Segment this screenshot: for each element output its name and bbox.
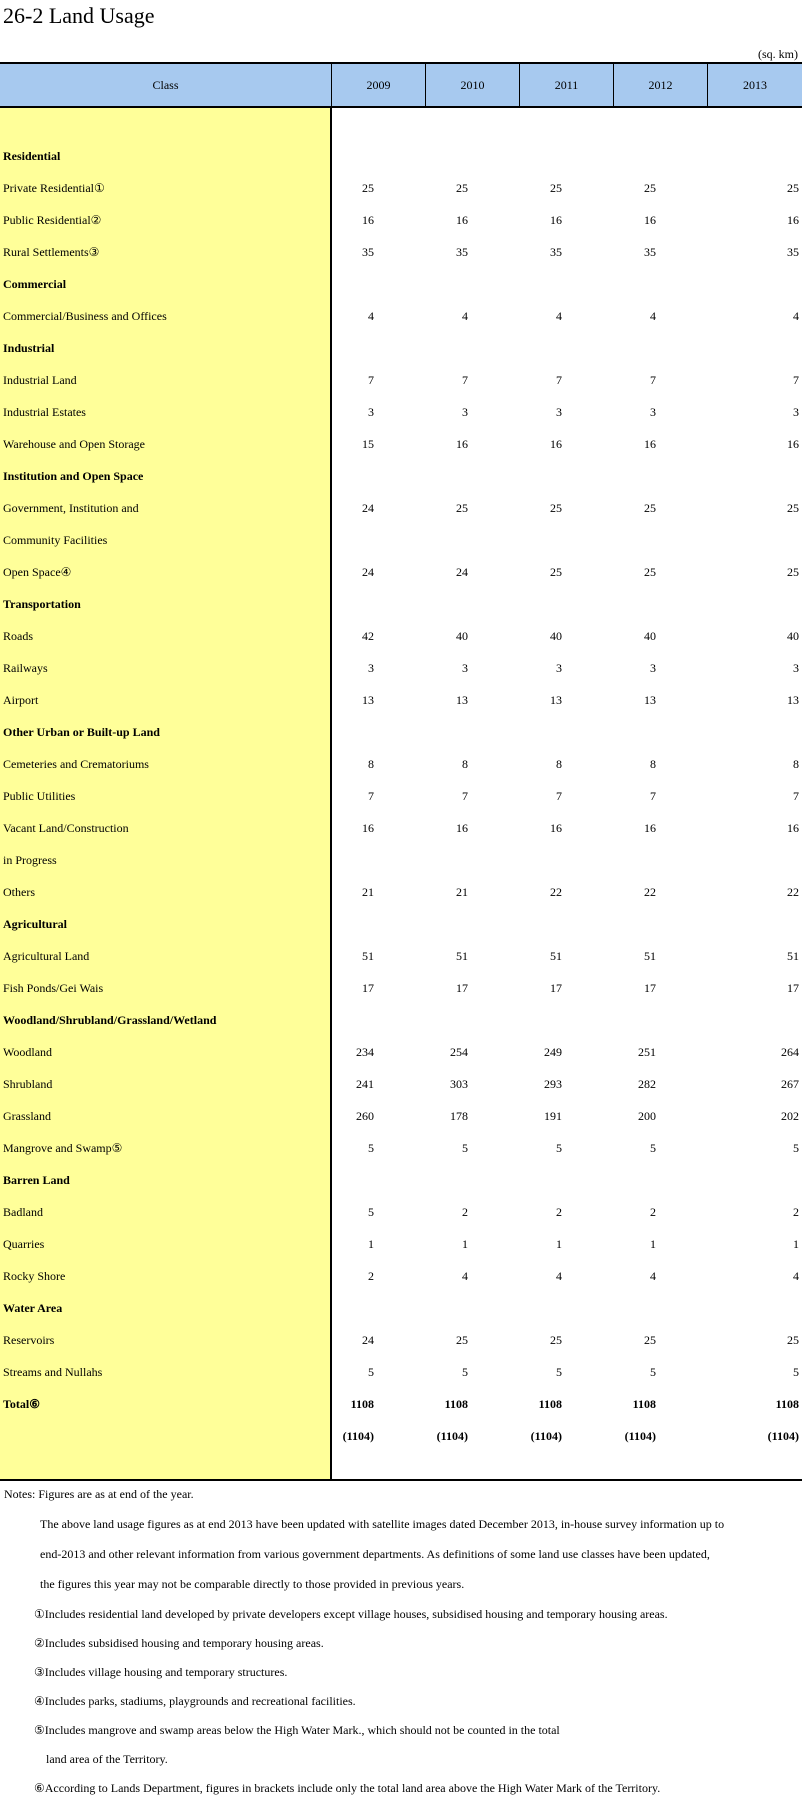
value-cell-2012: 7 [650, 373, 656, 387]
row-label: in Progress [3, 853, 57, 867]
table-row [0, 364, 802, 396]
table-row [0, 236, 802, 268]
note-line: ①Includes residential land developed by private developers except village houses, subsidised housing and temporary housing areas. [34, 1607, 668, 1621]
value-cell-2012: 35 [644, 245, 656, 259]
header-class: Class [0, 64, 332, 106]
table-row [0, 972, 802, 1004]
value-cell-2009: 1 [368, 1237, 374, 1251]
header-year-2009: 2009 [332, 64, 426, 106]
row-label: Warehouse and Open Storage [3, 437, 145, 451]
value-cell-2009: 3 [368, 661, 374, 675]
value-cell-2011: 5 [556, 1365, 562, 1379]
value-cell-2013: 5 [793, 1141, 799, 1155]
value-cell-2010: 21 [456, 885, 468, 899]
value-cell-2012: 25 [644, 501, 656, 515]
value-cell-2013: 1108 [775, 1397, 799, 1411]
header-year-2011: 2011 [520, 64, 614, 106]
section-label: Institution and Open Space [3, 469, 144, 483]
value-cell-2009: 7 [368, 373, 374, 387]
value-cell-2012: 22 [644, 885, 656, 899]
value-cell-2010: 7 [462, 789, 468, 803]
value-cell-2009: 15 [362, 437, 374, 451]
value-cell-2010: 25 [456, 181, 468, 195]
section-row [0, 268, 802, 300]
value-cell-2010: 51 [456, 949, 468, 963]
note-line: The above land usage figures as at end 2013 have been updated with satellite images dated December 2013, in-house survey information up to [40, 1517, 725, 1531]
row-label: Quarries [3, 1237, 45, 1251]
value-cell-2009: 260 [356, 1109, 374, 1123]
value-cell-2009: 3 [368, 405, 374, 419]
value-cell-2013: 4 [793, 1269, 799, 1283]
section-label: Other Urban or Built-up Land [3, 725, 160, 739]
row-label: Total⑥ [3, 1397, 40, 1411]
value-cell-2011: 25 [550, 1333, 562, 1347]
value-cell-2011: 25 [550, 501, 562, 515]
value-cell-2010: 1108 [444, 1397, 468, 1411]
section-row [0, 332, 802, 364]
row-label: Community Facilities [3, 533, 108, 547]
section-label: Barren Land [3, 1173, 70, 1187]
value-cell-2012: 25 [644, 181, 656, 195]
row-label: Industrial Land [3, 373, 77, 387]
row-label: Private Residential① [3, 181, 105, 195]
note-line: ⑥According to Lands Department, figures in brackets include only the total land area above the High Water Mark of the Territory. [34, 1781, 661, 1795]
note-line: ⑤Includes mangrove and swamp areas below the High Water Mark., which should not be counted in the total [34, 1723, 560, 1737]
value-cell-2012: 17 [644, 981, 656, 995]
value-cell-2009: 13 [362, 693, 374, 707]
row-label: Rural Settlements③ [3, 245, 100, 259]
value-cell-2012: 2 [650, 1205, 656, 1219]
row-label: Open Space④ [3, 565, 72, 579]
note-line: the figures this year may not be comparable directly to those provided in previous years. [40, 1577, 465, 1591]
value-cell-2011: 25 [550, 565, 562, 579]
row-label: Commercial/Business and Offices [3, 309, 167, 323]
value-cell-2011: 1108 [538, 1397, 562, 1411]
value-cell-2011: 1 [556, 1237, 562, 1251]
value-cell-2013: 35 [787, 245, 799, 259]
section-label: Commercial [3, 277, 67, 291]
section-label: Transportation [3, 597, 81, 611]
note-line: ④Includes parks, stadiums, playgrounds and recreational facilities. [34, 1694, 356, 1708]
table-row [0, 1388, 802, 1420]
value-cell-2013: 202 [781, 1109, 799, 1123]
table-row [0, 1132, 802, 1164]
row-label: Fish Ponds/Gei Wais [3, 981, 104, 995]
value-cell-2009: 21 [362, 885, 374, 899]
value-cell-2011: 2 [556, 1205, 562, 1219]
value-cell-2010: 254 [450, 1045, 468, 1059]
table-row [0, 524, 802, 556]
value-cell-2010: 16 [456, 821, 468, 835]
value-cell-2009: 24 [362, 565, 374, 579]
value-cell-2013: 1 [793, 1237, 799, 1251]
value-cell-2011: 5 [556, 1141, 562, 1155]
value-cell-2009: 8 [368, 757, 374, 771]
value-cell-2010: 5 [462, 1141, 468, 1155]
value-cell-2013: 267 [781, 1077, 799, 1091]
section-label: Agricultural [3, 917, 67, 931]
value-cell-2013: 51 [787, 949, 799, 963]
header-year-2013: 2013 [743, 78, 767, 92]
row-label: Government, Institution and [3, 501, 139, 515]
table-header [0, 64, 802, 108]
land-usage-table [0, 62, 802, 1481]
value-cell-2011: 16 [550, 437, 562, 451]
value-cell-2009: 16 [362, 213, 374, 227]
value-cell-2013: 25 [787, 181, 799, 195]
value-cell-2011: 249 [544, 1045, 562, 1059]
value-cell-2013: 4 [793, 309, 799, 323]
section-row [0, 460, 802, 492]
row-label: Shrubland [3, 1077, 53, 1091]
section-row [0, 1164, 802, 1196]
value-cell-2013: 3 [793, 661, 799, 675]
value-cell-2010: 24 [456, 565, 468, 579]
value-cell-2010: 5 [462, 1365, 468, 1379]
value-cell-2012: 4 [650, 1269, 656, 1283]
row-label: Grassland [3, 1109, 51, 1123]
value-cell-2012: 7 [650, 789, 656, 803]
value-cell-2009: 4 [368, 309, 374, 323]
value-cell-2010: 2 [462, 1205, 468, 1219]
value-cell-2013: 8 [793, 757, 799, 771]
table-row [0, 172, 802, 204]
row-label: Airport [3, 693, 39, 707]
value-cell-2011: 16 [550, 821, 562, 835]
value-cell-2010: 25 [456, 501, 468, 515]
value-cell-2010: 35 [456, 245, 468, 259]
row-label: Public Residential② [3, 213, 102, 227]
row-label: Roads [3, 629, 33, 643]
value-cell-2013: 25 [787, 501, 799, 515]
value-cell-2012: 3 [650, 405, 656, 419]
value-cell-2013: 2 [793, 1205, 799, 1219]
table-row [0, 876, 802, 908]
value-cell-2010: 8 [462, 757, 468, 771]
value-cell-2009: (1104) [342, 1429, 374, 1443]
table-row [0, 780, 802, 812]
section-row [0, 908, 802, 940]
value-cell-2011: 7 [556, 373, 562, 387]
value-cell-2013: 7 [793, 373, 799, 387]
value-cell-2012: 1 [650, 1237, 656, 1251]
value-cell-2009: 16 [362, 821, 374, 835]
row-label: Vacant Land/Construction [3, 821, 129, 835]
value-cell-2010: 40 [456, 629, 468, 643]
section-label: Industrial [3, 341, 55, 355]
value-cell-2010: 4 [462, 1269, 468, 1283]
table-row [0, 1068, 802, 1100]
value-cell-2009: 25 [362, 181, 374, 195]
value-cell-2009: 51 [362, 949, 374, 963]
value-cell-2010: 16 [456, 213, 468, 227]
table-row [0, 812, 802, 844]
section-row [0, 140, 802, 172]
value-cell-2013: (1104) [767, 1429, 799, 1443]
value-cell-2012: 3 [650, 661, 656, 675]
value-cell-2012: 5 [650, 1365, 656, 1379]
value-cell-2010: 4 [462, 309, 468, 323]
header-year-2010: 2010 [426, 64, 520, 106]
value-cell-2010: 25 [456, 1333, 468, 1347]
table-row [0, 300, 802, 332]
section-label: Woodland/Shrubland/Grassland/Wetland [3, 1013, 217, 1027]
value-cell-2009: 241 [356, 1077, 374, 1091]
header-year-2012: 2012 [614, 64, 708, 106]
value-cell-2011: 40 [550, 629, 562, 643]
value-cell-2012: 25 [644, 1333, 656, 1347]
value-cell-2012: 200 [638, 1109, 656, 1123]
value-cell-2010: 13 [456, 693, 468, 707]
section-label: Water Area [3, 1301, 63, 1315]
value-cell-2013: 25 [787, 1333, 799, 1347]
value-cell-2010: 3 [462, 661, 468, 675]
value-cell-2011: 22 [550, 885, 562, 899]
section-row [0, 588, 802, 620]
value-cell-2010: 7 [462, 373, 468, 387]
value-cell-2009: 42 [362, 629, 374, 643]
table-row [0, 1260, 802, 1292]
table-row [0, 1228, 802, 1260]
table-row [0, 1100, 802, 1132]
row-label: Public Utilities [3, 789, 76, 803]
value-cell-2011: 191 [544, 1109, 562, 1123]
table-row [0, 396, 802, 428]
value-cell-2011: 4 [556, 309, 562, 323]
value-cell-2009: 2 [368, 1269, 374, 1283]
value-cell-2010: 3 [462, 405, 468, 419]
value-cell-2013: 17 [787, 981, 799, 995]
value-cell-2009: 5 [368, 1141, 374, 1155]
table-row [0, 748, 802, 780]
value-cell-2009: 234 [356, 1045, 374, 1059]
row-label: Cemeteries and Crematoriums [3, 757, 149, 771]
table-row [0, 492, 802, 524]
section-row [0, 1292, 802, 1324]
row-label: Woodland [3, 1045, 53, 1059]
value-cell-2011: 25 [550, 181, 562, 195]
row-label: Others [3, 885, 35, 899]
value-cell-2012: 5 [650, 1141, 656, 1155]
value-cell-2011: 3 [556, 405, 562, 419]
unit-label: (sq. km) [758, 47, 798, 61]
table-row [0, 428, 802, 460]
table-row [0, 556, 802, 588]
value-cell-2010: 1 [462, 1237, 468, 1251]
section-row [0, 1004, 802, 1036]
note-line: Notes: Figures are as at end of the year. [4, 1487, 194, 1501]
value-cell-2013: 22 [787, 885, 799, 899]
value-cell-2013: 3 [793, 405, 799, 419]
value-cell-2012: 16 [644, 821, 656, 835]
value-cell-2009: 24 [362, 1333, 374, 1347]
value-cell-2012: 16 [644, 213, 656, 227]
page-title: 26-2 Land Usage [3, 3, 155, 28]
value-cell-2009: 24 [362, 501, 374, 515]
value-cell-2011: (1104) [530, 1429, 562, 1443]
value-cell-2011: 35 [550, 245, 562, 259]
value-cell-2009: 7 [368, 789, 374, 803]
value-cell-2013: 16 [787, 213, 799, 227]
table-row [0, 1196, 802, 1228]
value-cell-2013: 5 [793, 1365, 799, 1379]
value-cell-2009: 1108 [350, 1397, 374, 1411]
value-cell-2009: 17 [362, 981, 374, 995]
row-label: Industrial Estates [3, 405, 86, 419]
value-cell-2012: (1104) [624, 1429, 656, 1443]
section-label: Residential [3, 149, 61, 163]
table-row [0, 620, 802, 652]
value-cell-2009: 35 [362, 245, 374, 259]
note-line: land area of the Territory. [46, 1752, 168, 1766]
note-line: ②Includes subsidised housing and temporary housing areas. [34, 1636, 324, 1650]
value-cell-2013: 40 [787, 629, 799, 643]
table-row [0, 204, 802, 236]
value-cell-2012: 282 [638, 1077, 656, 1091]
table-row [0, 1036, 802, 1068]
value-cell-2011: 17 [550, 981, 562, 995]
value-cell-2013: 7 [793, 789, 799, 803]
value-cell-2011: 293 [544, 1077, 562, 1091]
section-row [0, 716, 802, 748]
value-cell-2009: 5 [368, 1205, 374, 1219]
value-cell-2012: 40 [644, 629, 656, 643]
table-row [0, 1420, 802, 1452]
value-cell-2010: 16 [456, 437, 468, 451]
value-cell-2013: 13 [787, 693, 799, 707]
row-label: Mangrove and Swamp⑤ [3, 1141, 123, 1155]
note-line: end-2013 and other relevant information from various government departments. As definitions of some land use classes have been updated, [40, 1547, 710, 1561]
value-cell-2012: 16 [644, 437, 656, 451]
note-line: ③Includes village housing and temporary structures. [34, 1665, 288, 1679]
value-cell-2012: 4 [650, 309, 656, 323]
row-label: Streams and Nullahs [3, 1365, 103, 1379]
value-cell-2011: 16 [550, 213, 562, 227]
value-cell-2011: 4 [556, 1269, 562, 1283]
value-cell-2013: 264 [781, 1045, 799, 1059]
row-label: Railways [3, 661, 48, 675]
row-label: Rocky Shore [3, 1269, 66, 1283]
value-cell-2011: 13 [550, 693, 562, 707]
table-row [0, 1324, 802, 1356]
value-cell-2012: 51 [644, 949, 656, 963]
table-row [0, 652, 802, 684]
value-cell-2011: 3 [556, 661, 562, 675]
value-cell-2012: 25 [644, 565, 656, 579]
table-row [0, 684, 802, 716]
value-cell-2012: 8 [650, 757, 656, 771]
value-cell-2010: 303 [450, 1077, 468, 1091]
value-cell-2010: (1104) [436, 1429, 468, 1443]
value-cell-2013: 16 [787, 437, 799, 451]
value-cell-2012: 251 [638, 1045, 656, 1059]
value-cell-2013: 16 [787, 821, 799, 835]
value-cell-2009: 5 [368, 1365, 374, 1379]
value-cell-2011: 7 [556, 789, 562, 803]
table-row [0, 940, 802, 972]
value-cell-2010: 178 [450, 1109, 468, 1123]
value-cell-2013: 25 [787, 565, 799, 579]
table-row [0, 844, 802, 876]
row-label: Badland [3, 1205, 43, 1219]
value-cell-2012: 13 [644, 693, 656, 707]
value-cell-2010: 17 [456, 981, 468, 995]
value-cell-2011: 51 [550, 949, 562, 963]
table-row [0, 1356, 802, 1388]
value-cell-2012: 1108 [632, 1397, 656, 1411]
row-label: Agricultural Land [3, 949, 90, 963]
row-label: Reservoirs [3, 1333, 55, 1347]
value-cell-2011: 8 [556, 757, 562, 771]
